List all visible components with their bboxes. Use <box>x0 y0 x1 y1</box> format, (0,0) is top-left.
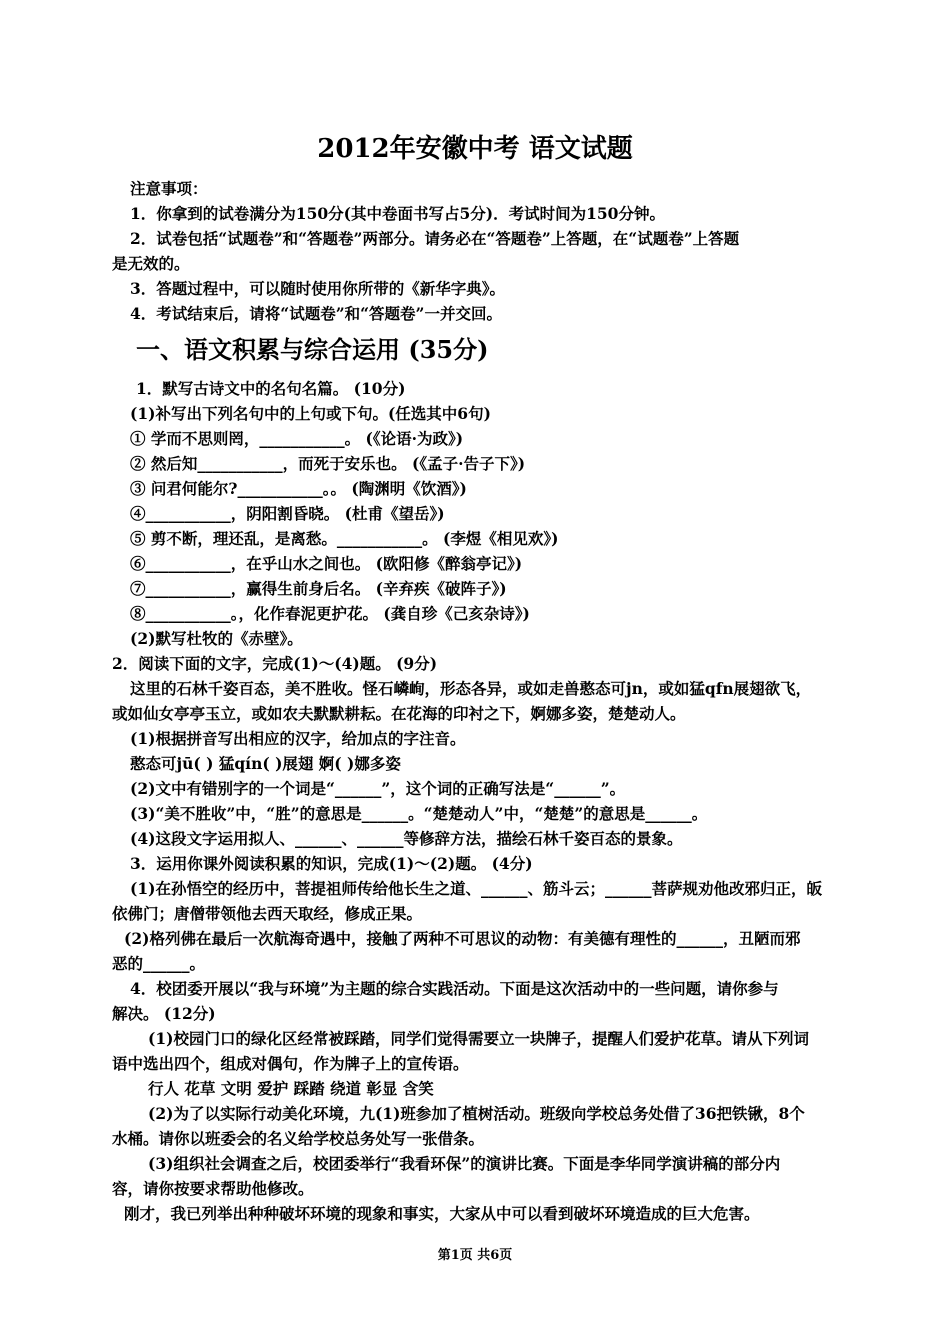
text-line-content: ⑥___________，在乎山水之间也。 (欧阳修《醉翁亭记》) <box>130 554 523 573</box>
text-line <box>0 976 950 1001</box>
text-line <box>0 726 950 751</box>
text-line-content: ① 学而不思则罔，___________。 (《论语·为政》) <box>130 429 464 448</box>
text-line-content: 刚才，我已列举出种种破坏环境的现象和事实，大家从中可以看到破坏环境造成的巨大危害。 <box>124 1204 760 1223</box>
text-line <box>0 476 950 501</box>
text-line-content: 或如仙女亭亭玉立，或如农夫默默耕耘。在花海的印衬之下，婀娜多姿，楚楚动人。 <box>112 704 686 723</box>
text-line <box>0 1076 950 1101</box>
text-line <box>0 526 950 551</box>
text-line-content: (1)在孙悟空的经历中，菩提祖师传给他长生之道、______、筋斗云；______菩萨规劝他改邪归正，皈 <box>130 879 822 898</box>
text-line-content: 2．阅读下面的文字，完成(1)～(4)题。 (9分) <box>112 654 438 673</box>
text-line <box>0 1026 950 1051</box>
text-line <box>0 1126 950 1151</box>
text-line <box>0 776 950 801</box>
text-line-content: (4)这段文字运用拟人、______、______等修辞方法，描绘石林千姿百态的景象。 <box>130 829 683 848</box>
text-line <box>0 751 950 776</box>
text-line-content: 3．答题过程中，可以随时使用你所带的《新华字典》。 <box>130 279 506 298</box>
text-line-content: 2．试卷包括“试题卷”和“答题卷”两部分。请务必在“答题卷”上答题，在“试题卷”上答题 <box>130 229 740 248</box>
text-line-content: ⑤ 剪不断，理还乱，是离愁。___________。 (李煜《相见欢》) <box>130 529 559 548</box>
text-line-content: (2)文中有错别字的一个词是“______”，这个词的正确写法是“______”。 <box>130 779 626 798</box>
text-line <box>0 426 950 451</box>
text-line-content: 注意事项： <box>130 179 208 198</box>
text-line <box>0 176 950 201</box>
text-line <box>0 701 950 726</box>
text-line-content: 水桶。请你以班委会的名义给学校总务处写一张借条。 <box>112 1129 485 1148</box>
text-line-content: ⑦___________，赢得生前身后名。 (辛弃疾《破阵子》) <box>130 579 507 598</box>
text-line-content: 是无效的。 <box>112 254 190 273</box>
text-line <box>0 501 950 526</box>
text-line-content: (2)格列佛在最后一次航海奇遇中，接触了两种不可思议的动物：有美德有理性的______，丑陋而邪 <box>124 929 801 948</box>
text-line-content: 1．默写古诗文中的名句名篇。 (10分) <box>136 379 406 398</box>
text-line-content: 依佛门；唐僧带领他去西天取经，修成正果。 <box>112 904 423 923</box>
text-line <box>0 276 950 301</box>
text-line <box>0 1001 950 1026</box>
text-line <box>0 376 950 401</box>
page-footer: 第1页 共6页 <box>437 1248 513 1263</box>
text-line-content: (1)补写出下列名句中的上句或下句。(任选其中6句) <box>130 404 491 423</box>
text-line <box>0 601 950 626</box>
text-line-content: 这里的石林千姿百态，美不胜收。怪石嶙峋，形态各异，或如走兽憨态可jn，或如猛qfn展翅欲飞， <box>130 679 812 698</box>
text-line-content: (1)校园门口的绿化区经常被踩踏，同学们觉得需要立一块牌子，提醒人们爱护花草。请从下列词 <box>148 1029 809 1048</box>
text-line <box>0 626 950 651</box>
text-line-content: ④___________，阴阳割昏晓。 (杜甫《望岳》) <box>130 504 445 523</box>
text-line <box>0 676 950 701</box>
text-line-content: 行人 花草 文明 爱护 踩踏 绕道 彰显 含笑 <box>148 1079 434 1098</box>
page-title: 2012年安徽中考 语文试题 <box>317 134 633 164</box>
text-line <box>0 651 950 676</box>
section-heading: 一、语文积累与综合运用 (35分) <box>136 335 489 364</box>
text-line <box>0 1101 950 1126</box>
text-line <box>0 1151 950 1176</box>
text-line <box>0 226 950 251</box>
text-line <box>0 1051 950 1076</box>
text-line <box>0 1176 950 1201</box>
text-line <box>0 301 950 326</box>
text-line-content: 恶的______。 <box>112 954 206 973</box>
text-line-content: (2)为了以实际行动美化环境，九(1)班参加了植树活动。班级向学校总务处借了36把铁锹，8个 <box>148 1104 805 1123</box>
text-line-content: ⑧___________。，化作春泥更护花。 (龚自珍《己亥杂诗》) <box>130 604 530 623</box>
text-line-content: 解决。 (12分) <box>112 1004 216 1023</box>
text-line-content: ③ 问君何能尔?___________。。 (陶渊明《饮酒》) <box>130 479 467 498</box>
text-line <box>0 851 950 876</box>
text-line <box>0 401 950 426</box>
text-line <box>0 201 950 226</box>
text-line-content: (1)根据拼音写出相应的汉字，给加点的字注音。 <box>130 729 466 748</box>
text-line-content: (2)默写杜牧的《赤壁》。 <box>130 629 303 648</box>
text-line-content: ② 然后知___________，而死于安乐也。 (《孟子·告子下》) <box>130 454 526 473</box>
text-line-content: 4．考试结束后，请将“试题卷”和“答题卷”一并交回。 <box>130 304 502 323</box>
text-line <box>0 801 950 826</box>
text-line <box>0 251 950 276</box>
text-line <box>0 876 950 901</box>
text-line <box>0 951 950 976</box>
text-line-content: 4．校团委开展以“我与环境”为主题的综合实践活动。下面是这次活动中的一些问题，请你参与 <box>130 979 779 998</box>
text-line-content: 1．你拿到的试卷满分为150分(其中卷面书写占5分)．考试时间为150分钟。 <box>130 204 665 223</box>
text-line-content: 语中选出四个，组成对偶句，作为牌子上的宣传语。 <box>112 1054 469 1073</box>
text-line-content: 3．运用你课外阅读积累的知识，完成(1)～(2)题。 (4分) <box>130 854 533 873</box>
text-line <box>0 901 950 926</box>
text-line <box>0 1201 950 1226</box>
text-line <box>0 926 950 951</box>
text-line <box>0 826 950 851</box>
text-line <box>0 576 950 601</box>
text-line-content: (3)“美不胜收”中，“胜”的意思是______。“楚楚动人”中，“楚楚”的意思是______。 <box>130 804 708 823</box>
text-line-content: 憨态可jū( ) 猛qín( )展翅 婀( )娜多姿 <box>130 754 401 773</box>
text-line-content: 容，请你按要求帮助他修改。 <box>112 1179 314 1198</box>
text-line <box>0 451 950 476</box>
text-line-content: (3)组织社会调查之后，校团委举行“我看环保”的演讲比赛。下面是李华同学演讲稿的部分内 <box>148 1154 781 1173</box>
text-line <box>0 551 950 576</box>
